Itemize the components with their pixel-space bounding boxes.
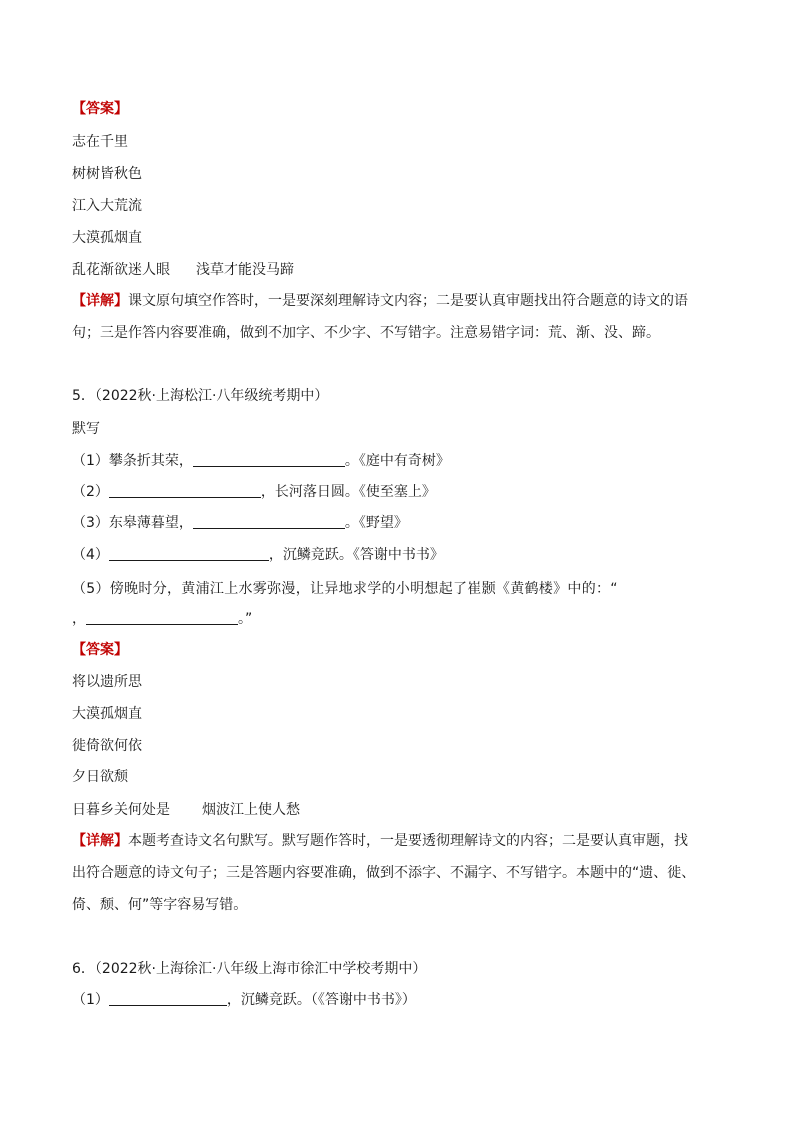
detail-label: 【详解】 bbox=[72, 293, 128, 309]
detail-line: 倚、颓、何”等字容易写错。 bbox=[72, 897, 248, 913]
question-instruction: 默写 bbox=[72, 421, 100, 437]
answer-blank[interactable] bbox=[109, 483, 261, 498]
answer-blank[interactable] bbox=[193, 514, 345, 529]
answer-line: 徙倚欲何依 bbox=[72, 738, 142, 754]
answer-pair-second: 烟波江上使人愁 bbox=[202, 802, 300, 818]
detail-line: 出符合题意的诗文句子；三是答题内容要准确，做到不添字、不漏字、不写错字。本题中的“遗、徙、 bbox=[72, 865, 696, 881]
fill-blank-item bbox=[72, 991, 416, 1009]
answer-pair-first: 乱花渐欲迷人眼 bbox=[72, 262, 170, 278]
item-prefix: （3）东皋薄暮望， bbox=[72, 515, 193, 531]
fill-blank-item-continued bbox=[72, 610, 252, 628]
fill-blank-item bbox=[72, 483, 436, 501]
detail-line: 句；三是作答内容要准确，做到不加字、不少字、不写错字。注意易错字词：荒、渐、没、蹄。 bbox=[72, 325, 660, 341]
detail-text: 本题考查诗文名句默写。默写题作答时，一是要透彻理解诗文的内容；二是要认真审题，找 bbox=[128, 833, 688, 849]
answer-line: 大漠孤烟直 bbox=[72, 706, 142, 722]
answer-line: 夕日欲颓 bbox=[72, 769, 128, 785]
item-prefix: （1） bbox=[72, 992, 109, 1008]
fill-blank-item bbox=[72, 452, 450, 470]
item-suffix: 。《庭中有奇树》 bbox=[344, 453, 450, 469]
answer-pair-line bbox=[72, 801, 300, 819]
answer-blank[interactable] bbox=[86, 610, 238, 625]
item-suffix: ，长河落日圆。《使至塞上》 bbox=[260, 484, 436, 500]
detail-line bbox=[72, 832, 688, 850]
item-suffix: 。” bbox=[238, 611, 253, 627]
answer-pair-first: 日暮乡关何处是 bbox=[72, 802, 170, 818]
question-header: 5．（2022秋·上海松江·八年级统考期中） bbox=[72, 388, 329, 404]
item-prefix: （4） bbox=[72, 547, 109, 563]
answer-line: 志在千里 bbox=[72, 134, 128, 150]
detail-label: 【详解】 bbox=[72, 833, 128, 849]
item-prefix: （1）攀条折其荣， bbox=[72, 453, 193, 469]
answer-blank[interactable] bbox=[109, 991, 227, 1006]
fill-blank-item bbox=[72, 514, 408, 532]
answer-label: 【答案】 bbox=[72, 101, 128, 117]
document-page bbox=[72, 0, 722, 1123]
fill-blank-item: （5）傍晚时分，黄浦江上水雾弥漫，让异地求学的小明想起了崔颢《黄鹤楼》中的：“ bbox=[72, 581, 618, 597]
answer-line: 树树皆秋色 bbox=[72, 166, 142, 182]
item-suffix: ，沉鳞竞跃。（《答谢中书书》） bbox=[226, 992, 416, 1008]
item-suffix: ，沉鳞竞跃。《答谢中书书》 bbox=[268, 547, 444, 563]
answer-blank[interactable] bbox=[109, 546, 269, 561]
question-header: 6．（2022秋·上海徐汇·八年级上海市徐汇中学校考期中） bbox=[72, 961, 427, 977]
answer-line: 大漠孤烟直 bbox=[72, 230, 142, 246]
item-prefix: （2） bbox=[72, 484, 109, 500]
answer-pair-line bbox=[72, 261, 294, 279]
answer-line: 将以遗所思 bbox=[72, 674, 142, 690]
answer-label: 【答案】 bbox=[72, 642, 128, 658]
answer-pair-second: 浅草才能没马蹄 bbox=[196, 262, 294, 278]
detail-line bbox=[72, 292, 688, 310]
item-suffix: 。《野望》 bbox=[344, 515, 408, 531]
fill-blank-item bbox=[72, 546, 444, 564]
answer-line: 江入大荒流 bbox=[72, 198, 142, 214]
detail-text: 课文原句填空作答时，一是要深刻理解诗文内容；二是要认真审题找出符合题意的诗文的语 bbox=[128, 293, 688, 309]
answer-blank[interactable] bbox=[193, 452, 345, 467]
item-prefix: ， bbox=[72, 611, 86, 627]
